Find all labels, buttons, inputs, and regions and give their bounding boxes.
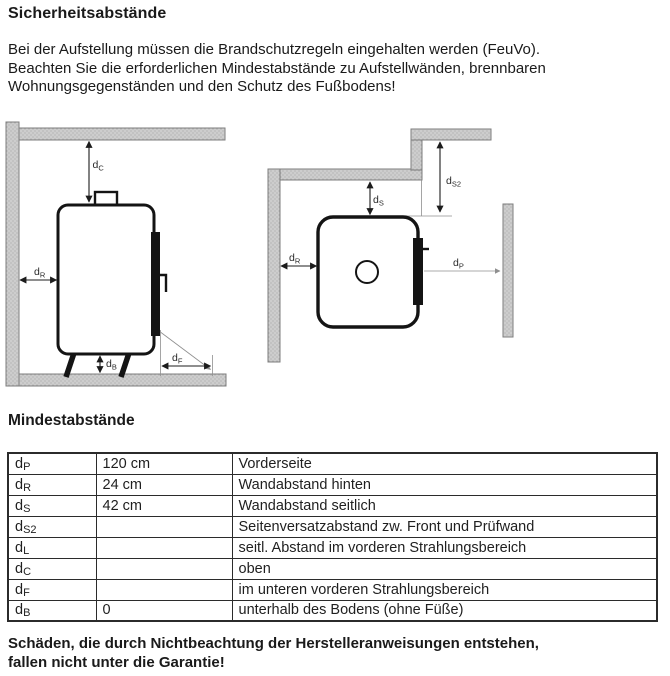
rear-wall [6, 122, 19, 386]
df-label: $d_F$ [172, 352, 183, 366]
description-cell: Wandabstand seitlich [232, 495, 657, 516]
description-cell: im unteren vorderen Strahlungsbereich [232, 579, 657, 600]
clearance-diagrams [0, 120, 670, 392]
rear-wall-top [268, 169, 280, 362]
table-row [8, 537, 657, 558]
value-cell [96, 558, 232, 579]
description-cell: seitl. Abstand im vorderen Strahlungsbereich [232, 537, 657, 558]
table-row [8, 516, 657, 537]
stove-door-side [151, 232, 160, 336]
description-cell: unterhalb des Bodens (ohne Füße) [232, 600, 657, 621]
warning-line-2: fallen nicht unter die Garantie! [8, 653, 225, 671]
symbol-cell: $d_R$ [8, 474, 96, 495]
top-view-diagram [268, 129, 513, 362]
dp-label: $d_P$ [453, 257, 464, 271]
ds-label: $d_S$ [373, 194, 384, 208]
page-title: Sicherheitsabstände [8, 5, 167, 22]
value-cell: 0 [96, 600, 232, 621]
symbol-cell: $d_L$ [8, 537, 96, 558]
dr2-label: $d_R$ [289, 252, 301, 266]
intro-line-2: Beachten Sie die erforderlichen Mindestabstände zu Aufstellwänden, brennbaren [8, 59, 546, 77]
wall-offset-stub [411, 139, 422, 170]
flue-stub [95, 192, 117, 205]
value-cell: 42 cm [96, 495, 232, 516]
ceiling [13, 128, 225, 140]
symbol-cell: $d_S$ [8, 495, 96, 516]
description-cell: Seitenversatzabstand zw. Front und Prüfwand [232, 516, 657, 537]
warranty-warning [8, 635, 668, 672]
value-cell [96, 537, 232, 558]
description-cell: Vorderseite [232, 453, 657, 474]
intro-line-1: Bei der Aufstellung müssen die Brandschutzregeln eingehalten werden (FeuVo). [8, 41, 540, 58]
door-handle-side [160, 275, 166, 292]
flue-outlet-circle [356, 261, 378, 283]
intro-paragraph [8, 41, 668, 97]
symbol-cell: $d_P$ [8, 453, 96, 474]
side-view-diagram [6, 122, 226, 386]
value-cell: 24 cm [96, 474, 232, 495]
value-cell: 120 cm [96, 453, 232, 474]
symbol-cell: $d_C$ [8, 558, 96, 579]
dc-label: $d_C$ [92, 159, 104, 173]
dr-label: $d_R$ [34, 266, 46, 280]
db-label: $d_B$ [106, 358, 117, 372]
pruefwand [503, 204, 513, 337]
ds2-label: $d_{S2}$ [446, 175, 462, 189]
table-row [8, 579, 657, 600]
description-cell: Wandabstand hinten [232, 474, 657, 495]
radiation-diagonal-line [159, 331, 211, 370]
warning-line-1: Schäden, die durch Nichtbeachtung der Herstelleranweisungen entstehen, [8, 635, 539, 652]
symbol-cell: $d_F$ [8, 579, 96, 600]
stove-body-side [58, 205, 154, 354]
value-cell [96, 579, 232, 600]
description-cell: oben [232, 558, 657, 579]
table-row [8, 495, 657, 516]
intro-line-3: Wohnungsgegenständen und den Schutz des Fußbodens! [8, 78, 396, 95]
value-cell [96, 516, 232, 537]
stove-leg-left [66, 353, 74, 377]
stove-leg-right [121, 353, 129, 377]
table-row [8, 453, 657, 474]
symbol-cell: $d_{S2}$ [8, 516, 96, 537]
symbol-cell: $d_B$ [8, 600, 96, 621]
side-wall-top [268, 169, 422, 180]
table-row [8, 474, 657, 495]
offset-wall [411, 129, 491, 140]
min-distances-table [7, 452, 658, 622]
section-heading: Mindestabstände [8, 412, 135, 429]
table-row [8, 558, 657, 579]
table-row [8, 600, 657, 621]
